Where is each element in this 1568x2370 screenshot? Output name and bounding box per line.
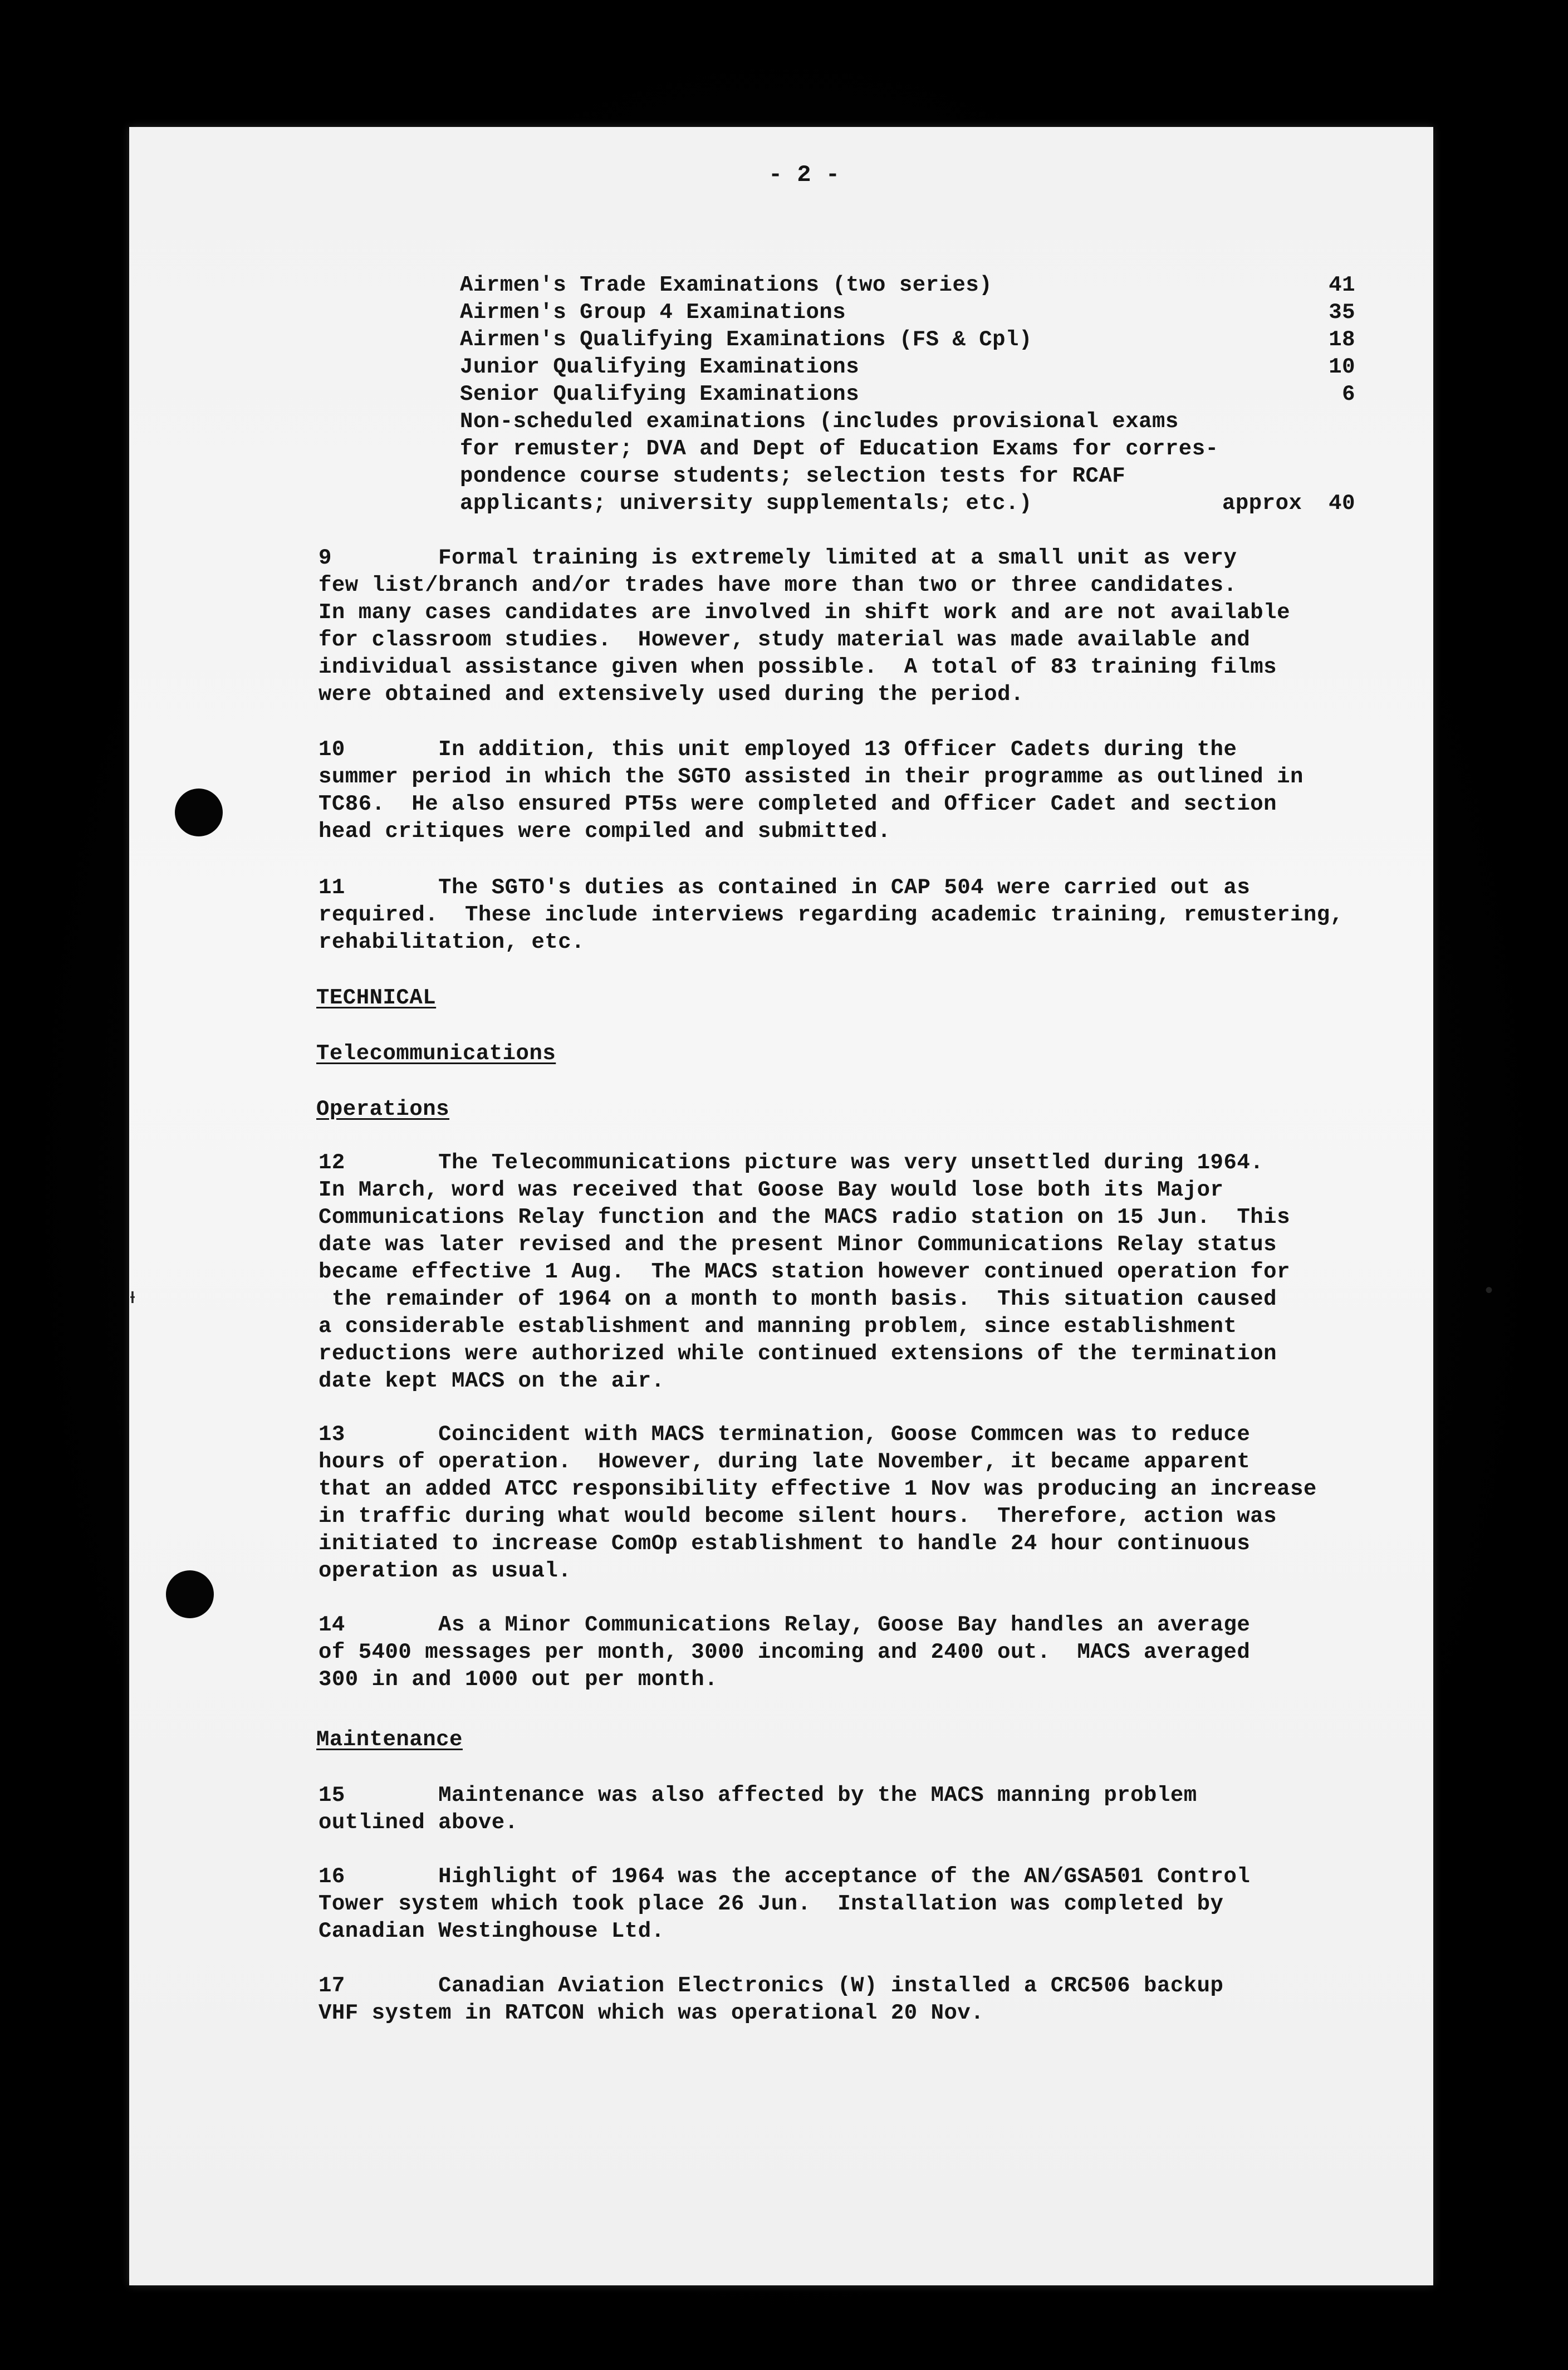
paragraph-15 xyxy=(318,1782,1410,1837)
paragraph-line: 15 Maintenance was also affected by the MACS manning problem xyxy=(318,1783,1197,1808)
non-scheduled-line-last xyxy=(460,490,1355,517)
exam-label: Airmen's Group 4 Examinations xyxy=(460,300,846,325)
paragraph-line: Tower system which took place 26 Jun. Installation was completed by xyxy=(318,1892,1224,1916)
exam-row xyxy=(460,326,1355,354)
non-scheduled-line: Non-scheduled examinations (includes provisional exams xyxy=(460,409,1179,434)
paragraph-11 xyxy=(318,874,1410,956)
paragraph-line: 14 As a Minor Communications Relay, Goose Bay handles an average xyxy=(318,1613,1251,1637)
paragraph-line: required. These include interviews regarding academic training, remustering, xyxy=(318,903,1344,927)
paragraph-line: of 5400 messages per month, 3000 incoming and 2400 out. MACS averaged xyxy=(318,1640,1251,1664)
paragraph-14 xyxy=(318,1612,1410,1693)
non-scheduled-count: approx 40 xyxy=(1222,491,1355,516)
non-scheduled-exams xyxy=(460,408,1355,517)
exam-count: 6 xyxy=(1342,382,1355,407)
paragraph-line: outlined above. xyxy=(318,1810,518,1835)
paragraph-13 xyxy=(318,1421,1410,1585)
paragraph-line: a considerable establishment and manning problem, since establishment xyxy=(318,1314,1237,1339)
paragraph-line: 13 Coincident with MACS termination, Goose Commcen was to reduce xyxy=(318,1422,1251,1447)
paragraph-line: head critiques were compiled and submitted. xyxy=(318,819,891,844)
paragraph-line: date kept MACS on the air. xyxy=(318,1369,665,1393)
exam-row xyxy=(460,354,1355,381)
paragraph-line: 12 The Telecommunications picture was very unsettled during 1964. xyxy=(318,1150,1264,1175)
paragraph-line: 300 in and 1000 out per month. xyxy=(318,1667,718,1692)
page-number: - 2 - xyxy=(768,161,840,188)
margin-mark-left: ᵻ xyxy=(126,1285,140,1310)
heading-operations: Operations xyxy=(316,1097,450,1122)
paragraph-line: became effective 1 Aug. The MACS station however continued operation for xyxy=(318,1260,1290,1284)
paragraph-line: TC86. He also ensured PT5s were completed and Officer Cadet and section xyxy=(318,792,1277,816)
non-scheduled-line: applicants; university supplementals; etc.) xyxy=(460,491,1032,516)
exam-count: 41 xyxy=(1329,273,1355,297)
paragraph-line: Canadian Westinghouse Ltd. xyxy=(318,1919,665,1943)
paragraph-line: In many cases candidates are involved in shift work and are not available xyxy=(318,600,1290,625)
exam-row xyxy=(460,381,1355,408)
paragraph-line: initiated to increase ComOp establishment to handle 24 hour continuous xyxy=(318,1531,1251,1556)
exam-row xyxy=(460,299,1355,326)
paragraph-line: operation as usual. xyxy=(318,1559,572,1583)
non-scheduled-line: for remuster; DVA and Dept of Education Exams for corres- xyxy=(460,437,1219,461)
paragraph-line: few list/branch and/or trades have more than two or three candidates. xyxy=(318,573,1237,598)
paragraph-line: rehabilitation, etc. xyxy=(318,930,585,954)
exam-row xyxy=(460,272,1355,299)
paragraph-10 xyxy=(318,736,1410,845)
exam-counts-table xyxy=(460,272,1355,517)
paragraph-17 xyxy=(318,1972,1410,2027)
exam-label: Junior Qualifying Examinations xyxy=(460,355,860,379)
paragraph-line: Communications Relay function and the MACS radio station on 15 Jun. This xyxy=(318,1205,1290,1230)
paragraph-line: 11 The SGTO's duties as contained in CAP 504 were carried out as xyxy=(318,875,1251,900)
paragraph-line: the remainder of 1964 on a month to month basis. This situation caused xyxy=(318,1287,1277,1311)
exam-count: 35 xyxy=(1329,300,1355,325)
paragraph-line: VHF system in RATCON which was operational 20 Nov. xyxy=(318,2001,984,2025)
paragraph-line: in traffic during what would become silent hours. Therefore, action was xyxy=(318,1504,1277,1529)
non-scheduled-line: pondence course students; selection tests for RCAF xyxy=(460,464,1126,488)
paragraph-16 xyxy=(318,1863,1410,1945)
exam-count: 10 xyxy=(1329,355,1355,379)
exam-count: 18 xyxy=(1329,327,1355,352)
heading-telecommunications: Telecommunications xyxy=(316,1041,556,1066)
paragraph-line: that an added ATCC responsibility effective 1 Nov was producing an increase xyxy=(318,1477,1317,1501)
paragraph-line: summer period in which the SGTO assisted in their programme as outlined in xyxy=(318,765,1304,789)
paragraph-line: 16 Highlight of 1964 was the acceptance of the AN/GSA501 Control xyxy=(318,1864,1251,1889)
paragraph-12 xyxy=(318,1149,1410,1395)
paragraph-9 xyxy=(318,545,1410,708)
paragraph-line: for classroom studies. However, study material was made available and xyxy=(318,628,1251,652)
paragraph-line: hours of operation. However, during late November, it became apparent xyxy=(318,1450,1251,1474)
exam-label: Senior Qualifying Examinations xyxy=(460,382,860,407)
paragraph-line: 10 In addition, this unit employed 13 Officer Cadets during the xyxy=(318,737,1237,762)
paragraph-line: In March, word was received that Goose Bay would lose both its Major xyxy=(318,1178,1224,1202)
paragraph-line: 9 Formal training is extremely limited at a small unit as very xyxy=(318,546,1237,570)
exam-label: Airmen's Trade Examinations (two series) xyxy=(460,273,993,297)
margin-mark-right: • xyxy=(1482,1280,1496,1305)
paragraph-line: date was later revised and the present Minor Communications Relay status xyxy=(318,1232,1277,1257)
heading-maintenance: Maintenance xyxy=(316,1727,463,1752)
paragraph-line: individual assistance given when possible. A total of 83 training films xyxy=(318,655,1277,679)
paragraph-line: reductions were authorized while continued extensions of the termination xyxy=(318,1341,1277,1366)
heading-technical: TECHNICAL xyxy=(316,986,437,1010)
paragraph-line: 17 Canadian Aviation Electronics (W) installed a CRC506 backup xyxy=(318,1974,1224,1998)
exam-label: Airmen's Qualifying Examinations (FS & Cpl) xyxy=(460,327,1032,352)
paragraph-line: were obtained and extensively used during the period. xyxy=(318,682,1024,707)
